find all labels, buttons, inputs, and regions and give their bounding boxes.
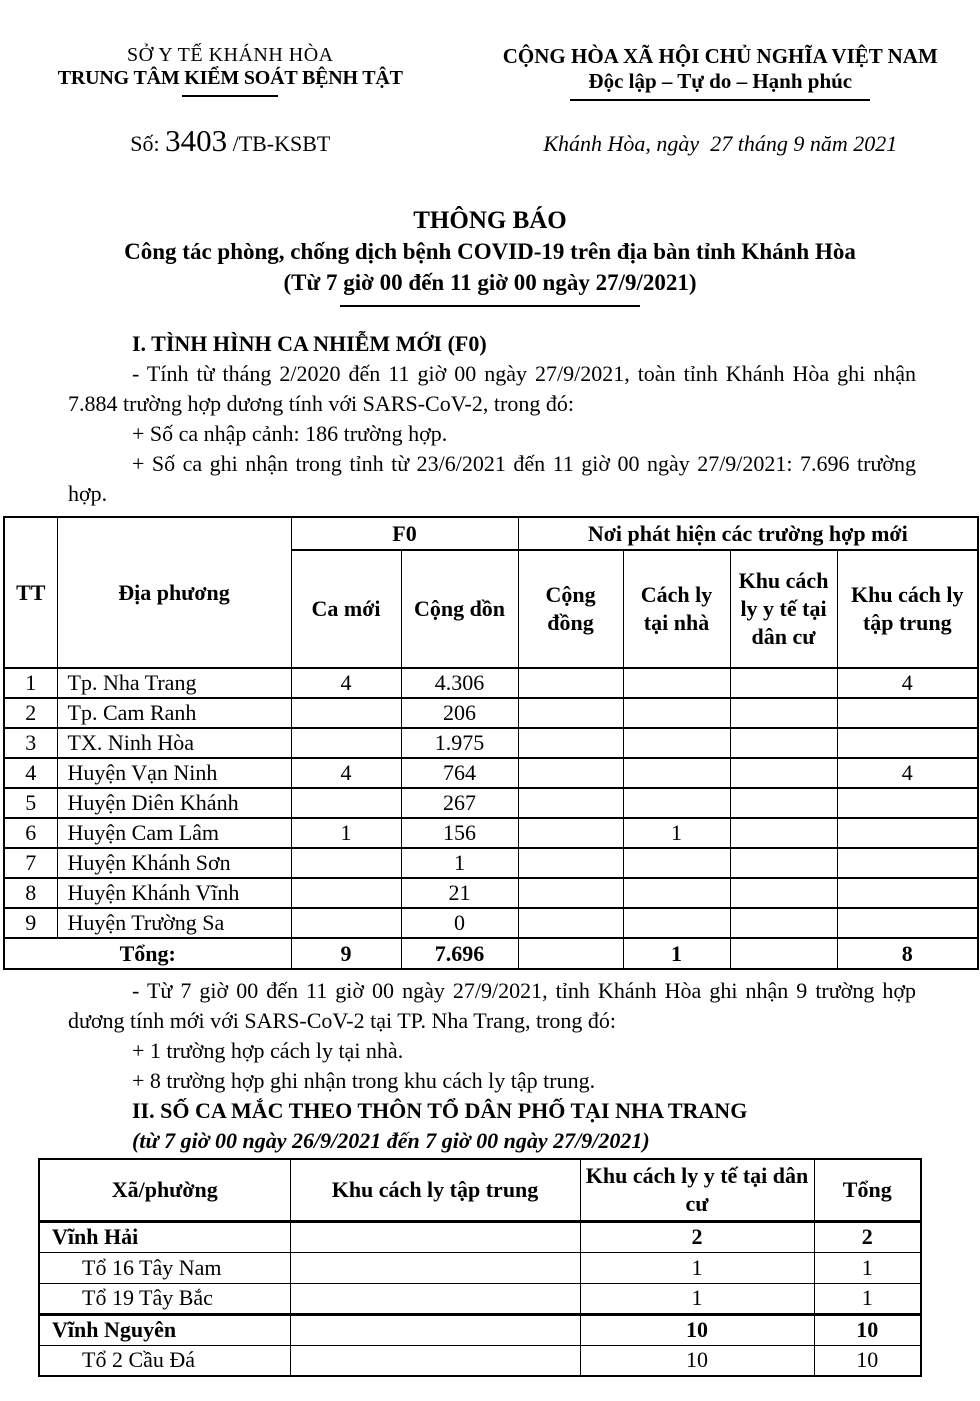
cell-medical xyxy=(730,728,837,758)
doc-subject: Công tác phòng, chống dịch bệnh COVID-19 trên địa bàn tỉnh Khánh Hòa xyxy=(124,239,856,264)
cell-locality: Huyện Trường Sa xyxy=(57,908,291,938)
cell-home xyxy=(623,698,730,728)
notes-paragraph: + 8 trường hợp ghi nhận trong khu cách ly tập trung. xyxy=(132,1068,596,1093)
cell-tt: 2 xyxy=(4,698,57,728)
cell-medical xyxy=(730,878,837,908)
cell-centralized xyxy=(290,1221,580,1252)
cell-total-label: Tổng: xyxy=(4,938,291,969)
cell-ward-name: Tổ 16 Tây Nam xyxy=(39,1252,290,1283)
doc-number-prefix: Số: xyxy=(130,131,166,156)
cell-total-centralized: 8 xyxy=(837,938,978,969)
section-1-heading: I. TÌNH HÌNH CA NHIỄM MỚI (F0) xyxy=(132,331,487,356)
national-motto: Độc lập – Tự do – Hạnh phúc xyxy=(588,69,853,93)
cell-community xyxy=(518,788,623,818)
cell-new: 1 xyxy=(291,818,401,848)
national-motto-block xyxy=(461,44,980,101)
cell-community xyxy=(518,878,623,908)
col-header-new-cases: Ca mới xyxy=(291,550,401,668)
cell-tt: 5 xyxy=(4,788,57,818)
col-group-detection-place: Nơi phát hiện các trường hợp mới xyxy=(518,517,978,550)
cell-new: 4 xyxy=(291,668,401,698)
cell-locality: Tp. Cam Ranh xyxy=(57,698,291,728)
cell-home xyxy=(623,908,730,938)
cell-locality: TX. Ninh Hòa xyxy=(57,728,291,758)
table-row xyxy=(4,908,978,938)
cell-home xyxy=(623,668,730,698)
cell-medical: 1 xyxy=(580,1283,814,1314)
section-1 xyxy=(68,329,916,509)
national-title: CỘNG HÒA XÃ HỘI CHỦ NGHĨA VIỆT NAM xyxy=(502,44,938,68)
col-header-home-quarantine: Cách ly tại nhà xyxy=(623,550,730,668)
issuing-org-block xyxy=(0,44,461,101)
table-row xyxy=(4,728,978,758)
table-row xyxy=(4,698,978,728)
cell-ward-name: Vĩnh Hải xyxy=(39,1221,290,1252)
cell-community xyxy=(518,668,623,698)
cell-total-cumulative: 7.696 xyxy=(401,938,518,969)
cases-by-ward-table xyxy=(38,1158,922,1377)
table-row xyxy=(4,788,978,818)
cell-ward-name: Tổ 19 Tây Bắc xyxy=(39,1283,290,1314)
cell-cumulative: 206 xyxy=(401,698,518,728)
cell-cumulative: 1.975 xyxy=(401,728,518,758)
cell-new xyxy=(291,788,401,818)
org-parent-name: SỞ Y TẾ KHÁNH HÒA xyxy=(126,44,334,66)
f0-by-locality-table xyxy=(3,516,979,970)
cell-community xyxy=(518,698,623,728)
section-2-subheading: (từ 7 giờ 00 ngày 26/9/2021 đến 7 giờ 00 ngày 27/9/2021) xyxy=(132,1128,650,1153)
col-header-locality: Địa phương xyxy=(57,517,291,668)
cell-ward-name: Vĩnh Nguyên xyxy=(39,1314,290,1345)
title-underline xyxy=(340,305,640,307)
cell-community xyxy=(518,818,623,848)
section-1-paragraph: + Số ca nhập cảnh: 186 trường hợp. xyxy=(132,421,448,446)
cell-locality: Huyện Diên Khánh xyxy=(57,788,291,818)
cell-cumulative: 0 xyxy=(401,908,518,938)
place-date: Khánh Hòa, ngày 27 tháng 9 năm 2021 xyxy=(543,131,898,156)
cell-new xyxy=(291,698,401,728)
cell-community xyxy=(518,758,623,788)
cell-centralized xyxy=(837,788,978,818)
org-underline xyxy=(182,95,278,97)
cell-cumulative: 21 xyxy=(401,878,518,908)
cell-locality: Huyện Khánh Vĩnh xyxy=(57,878,291,908)
cell-locality: Tp. Nha Trang xyxy=(57,668,291,698)
cell-locality: Huyện Cam Lâm xyxy=(57,818,291,848)
cell-total: 10 xyxy=(814,1345,921,1376)
cell-medical xyxy=(730,668,837,698)
motto-underline xyxy=(570,99,870,101)
cell-medical xyxy=(730,788,837,818)
cell-medical xyxy=(730,908,837,938)
cell-centralized xyxy=(837,698,978,728)
cell-tt: 7 xyxy=(4,848,57,878)
cell-cumulative: 1 xyxy=(401,848,518,878)
cell-total: 1 xyxy=(814,1252,921,1283)
notes-paragraph: + 1 trường hợp cách ly tại nhà. xyxy=(132,1038,404,1063)
cell-centralized xyxy=(837,878,978,908)
cell-tt: 6 xyxy=(4,818,57,848)
cell-medical: 10 xyxy=(580,1314,814,1345)
section-1-paragraph: + Số ca ghi nhận trong tỉnh từ 23/6/2021 đến 11 giờ 00 ngày 27/9/2021: 7.696 trường hợp. xyxy=(68,451,916,506)
table-row xyxy=(39,1221,921,1252)
cell-ward-name: Tổ 2 Cầu Đá xyxy=(39,1345,290,1376)
cell-tt: 1 xyxy=(4,668,57,698)
cell-centralized xyxy=(837,728,978,758)
col-header-centralized-quarantine: Khu cách ly tập trung xyxy=(290,1159,580,1221)
section-2-heading: II. SỐ CA MẮC THEO THÔN TỔ DÂN PHỐ TẠI NHA TRANG xyxy=(132,1098,748,1123)
org-name: TRUNG TÂM KIỂM SOÁT BỆNH TẬT xyxy=(57,67,403,89)
cell-community xyxy=(518,848,623,878)
cell-centralized: 4 xyxy=(837,668,978,698)
cell-new xyxy=(291,848,401,878)
cell-total-medical xyxy=(730,938,837,969)
table-row xyxy=(4,848,978,878)
cell-centralized xyxy=(290,1283,580,1314)
table-row xyxy=(4,818,978,848)
table-row xyxy=(39,1252,921,1283)
cell-medical xyxy=(730,818,837,848)
col-header-total: Tổng xyxy=(814,1159,921,1221)
cell-centralized xyxy=(290,1252,580,1283)
col-group-f0: F0 xyxy=(291,517,518,550)
cell-centralized xyxy=(290,1345,580,1376)
table-row xyxy=(4,878,978,908)
doc-title: THÔNG BÁO xyxy=(413,207,567,234)
cell-centralized xyxy=(290,1314,580,1345)
cell-medical xyxy=(730,848,837,878)
col-header-medical-quarantine-area: Khu cách ly y tế tại dân cư xyxy=(580,1159,814,1221)
cell-home: 1 xyxy=(623,818,730,848)
cell-total-community xyxy=(518,938,623,969)
col-header-medical-quarantine-area: Khu cách ly y tế tại dân cư xyxy=(730,550,837,668)
cell-new xyxy=(291,728,401,758)
section-1-paragraph: - Tính từ tháng 2/2020 đến 11 giờ 00 ngày 27/9/2021, toàn tỉnh Khánh Hòa ghi nhận 7.884 trường hợp dương tính với SARS-CoV-2, trong đó: xyxy=(68,361,916,416)
doc-number-row xyxy=(0,123,980,159)
col-header-ward: Xã/phường xyxy=(39,1159,290,1221)
masthead xyxy=(0,0,980,101)
table-row xyxy=(39,1314,921,1345)
cell-tt: 4 xyxy=(4,758,57,788)
cell-community xyxy=(518,728,623,758)
cell-community xyxy=(518,908,623,938)
cell-home xyxy=(623,728,730,758)
col-header-centralized-quarantine: Khu cách ly tập trung xyxy=(837,550,978,668)
cell-total: 1 xyxy=(814,1283,921,1314)
table-row xyxy=(4,758,978,788)
cell-centralized xyxy=(837,908,978,938)
col-header-cumulative: Cộng dồn xyxy=(401,550,518,668)
cell-new xyxy=(291,878,401,908)
cell-centralized: 4 xyxy=(837,758,978,788)
cell-tt: 3 xyxy=(4,728,57,758)
cell-cumulative: 4.306 xyxy=(401,668,518,698)
col-header-tt: TT xyxy=(4,517,57,668)
cell-locality: Huyện Khánh Sơn xyxy=(57,848,291,878)
cell-cumulative: 764 xyxy=(401,758,518,788)
cell-locality: Huyện Vạn Ninh xyxy=(57,758,291,788)
cell-home xyxy=(623,788,730,818)
title-block xyxy=(0,205,980,307)
doc-number-value: 3403 xyxy=(165,123,228,158)
cell-tt: 8 xyxy=(4,878,57,908)
table-row xyxy=(4,668,978,698)
cell-tt: 9 xyxy=(4,908,57,938)
section-1-notes xyxy=(68,976,916,1156)
cell-home xyxy=(623,878,730,908)
cell-home xyxy=(623,848,730,878)
doc-period: (Từ 7 giờ 00 đến 11 giờ 00 ngày 27/9/2021) xyxy=(283,270,697,295)
cell-centralized xyxy=(837,848,978,878)
table-row xyxy=(39,1345,921,1376)
cell-medical xyxy=(730,698,837,728)
cell-new: 4 xyxy=(291,758,401,788)
cell-total: 10 xyxy=(814,1314,921,1345)
f0-table-header xyxy=(4,517,978,668)
cell-new xyxy=(291,908,401,938)
cell-total: 2 xyxy=(814,1221,921,1252)
col-header-community: Cộng đồng xyxy=(518,550,623,668)
cell-medical: 2 xyxy=(580,1221,814,1252)
cell-medical: 1 xyxy=(580,1252,814,1283)
cell-total-new: 9 xyxy=(291,938,401,969)
cell-centralized xyxy=(837,818,978,848)
table-row xyxy=(39,1283,921,1314)
cell-cumulative: 156 xyxy=(401,818,518,848)
cell-total-home: 1 xyxy=(623,938,730,969)
notes-paragraph: - Từ 7 giờ 00 đến 11 giờ 00 ngày 27/9/2021, tỉnh Khánh Hòa ghi nhận 9 trường hợp dương tính mới với SARS-CoV-2 tại TP. Nha Trang, trong đó: xyxy=(68,978,916,1033)
cell-home xyxy=(623,758,730,788)
doc-number xyxy=(0,123,461,159)
doc-number-suffix: /TB-KSBT xyxy=(227,131,331,156)
cell-cumulative: 267 xyxy=(401,788,518,818)
cell-medical: 10 xyxy=(580,1345,814,1376)
table-total-row xyxy=(4,938,978,969)
cell-medical xyxy=(730,758,837,788)
ward-table-header xyxy=(39,1159,921,1221)
